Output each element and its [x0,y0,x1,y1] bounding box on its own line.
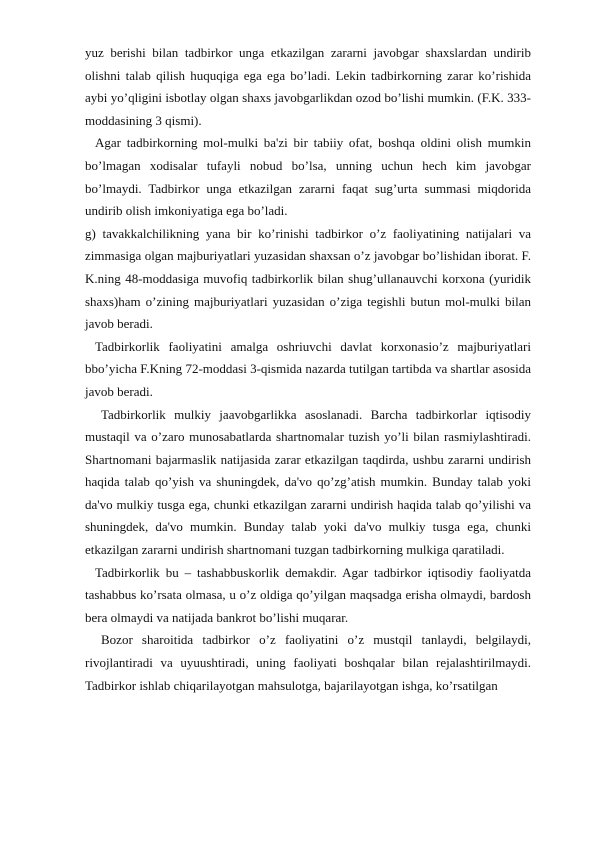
paragraph-2: Agar tadbirkorning mol-mulki ba'zi bir tabiiy ofat, boshqa oldini olish mumkin bo’lmagan xodisalar tufayli nobud bo’lsa, unning uchun hech kim javobgar bo’lmaydi. Tadbirkor unga etkazilgan zararni faqat sug’urta summasi miqdorida undirib olish imkoniyatiga ega bo’ladi. [85,135,531,219]
paragraph-4: Tadbirkorlik faoliyatini amalga oshriuvchi davlat korxonasio’z majburiyatlari bbo’yicha F.Kning 72-moddasi 3-qismida nazarda tutilgan tartibda va shartlar asosida javob beradi. [85,338,531,399]
paragraph-5: Tadbirkorlik mulkiy jaavobgarlikka asoslanadi. Barcha tadbirkorlar iqtisodiy mustaqil va o’zaro munosabatlarda shartnomalar tuzish yo’li bilan rasmiylashtiradi. Shartnomani bajarmaslik natijasida zarar etkazilgan taqdirda, ushbu zararni undirish haqida talab qo’yish va shuningdek, da'vo qo’zg’atish mumkin. Bunday talab yoki da'vo mulkiy tusga ega, chunki etkazilgan zararni undirish haqida talab qo’yilishi va shuningdek, da'vo mumkin. Bunday talab yoki da'vo mulkiy tusga ega, chunki etkazilgan zararni undirish shartnomani tuzgan tadbirkorning mulkiga qaratiladi. [85,406,531,558]
paragraph-7: Bozor sharoitida tadbirkor o’z faoliyatini o’z mustqil tanlaydi, belgilaydi, rivojlantiradi va uyuushtiradi, uning faoliyati boshqalar bilan rejalashtirilmaydi. Tadbirkor ishlab chiqarilayotgan mahsulotga, bajarilayotgan ishga, ko’rsatilgan [85,632,531,693]
document-page [85,42,531,697]
paragraph-6: Tadbirkorlik bu – tashabbuskorlik demakdir. Agar tadbirkor iqtisodiy faoliyatda tashabbus ko’rsata olmasa, u o’z oldiga qo’yilgan maqsadga erisha olmaydi, bardosh bera olmaydi va natijada bankrot bo’lishi muqarar. [85,564,531,625]
paragraph-1: yuz berishi bilan tadbirkor unga etkazilgan zararni javobgar shaxslardan undirib olishni talab qilish huquqiga ega ega bo’ladi. Lekin tadbirkorning zarar ko’rishida aybi yo’qligini isbotlay olgan shaxs javobgarlikdan ozod bo’lishi mumkin. (F.K. 333-moddasining 3 qismi). [85,45,531,128]
paragraph-3: g) tavakkalchilikning yana bir ko’rinishi tadbirkor o’z faoliyatining natijalari va zimmasiga olgan majburiyatlari yuzasidan shaxsan o’z javobgar bo’lishidan iborat. F. K.ning 48-moddasiga muvofiq tadbirkorlik bilan shug’ullanauvchi korxona (yuridik shaxs)ham o’zining majburiyatlari yuzasidan o’ziga tegishli butun mol-mulki bilan javob beradi. [85,225,531,332]
